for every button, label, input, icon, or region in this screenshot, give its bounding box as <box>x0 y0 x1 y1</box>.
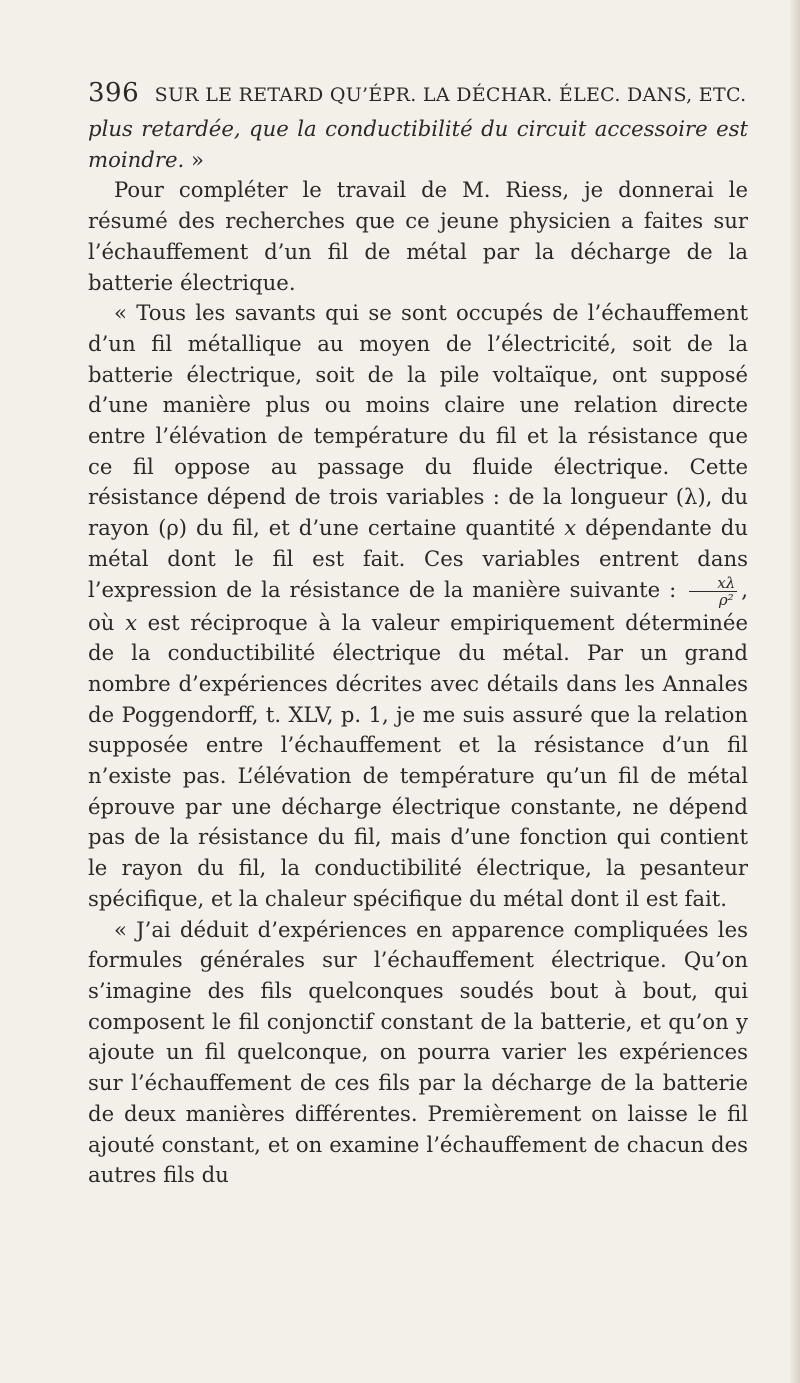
book-page <box>88 78 748 1191</box>
paragraph-3-part-a: « Tous les savants qui se sont occupés de l’échauffement d’un fil métallique au moyen de l’électricité, soit de la batterie électrique, soit de la pile voltaïque, ont supposé d’une manière plus ou moins claire une relation directe entre l’élévation de température du fil et la résistance que ce fil oppose au passage du fluide électrique. Cette résistance dépend de trois variables : de la longueur (λ), du rayon (ρ) du fil, et d’une certaine quantité <box>88 300 748 541</box>
paragraph-1 <box>88 114 748 175</box>
page-edge-shadow <box>790 0 800 1383</box>
variable-x: x <box>564 515 577 541</box>
variable-x-2: x <box>125 609 138 635</box>
paragraph-3-part-b: dépendante du métal dont le fil est fait. Ces variables entrent dans l’expression de la résistance de la manière suivante : <box>88 515 748 602</box>
paragraph-4: « J’ai déduit d’expériences en apparence compliquées les formules générales sur l’échauffement électrique. Qu’on s’imagine des fils quelconques soudés bout à bout, qui composent le fil conjonctif constant de la batterie, et qu’on y ajoute un fil quelconque, on pourra varier les expériences sur l’échauffement de ces fils par la décharge de la batterie de deux manières différentes. Premièrement on laisse le fil ajouté constant, et on examine l’échauffement de chacun des autres fils du <box>88 916 748 1188</box>
running-title: SUR LE RETARD QU’ÉPR. LA DÉCHAR. ÉLEC. DANS, ETC. <box>154 84 747 106</box>
paragraph-3-part-d: est réciproque à la valeur empiriquement déterminée de la conductibilité électrique du métal. Par un grand nombre d’expériences décrites avec détails dans les Annales de Poggendorff, t. XLV, p. 1, je me suis assuré que la relation supposée entre l’échauffement et la résistance d’un fil n’existe pas. L’élévation de température qu’un fil de métal éprouve par une décharge électrique constante, ne dépend pas de la résistance du fil, mais d’une fonction qui contient le rayon du fil, la conductibilité électrique, la pesanteur spécifique, et la chaleur spécifique du métal dont il est fait. <box>88 609 749 911</box>
formula-numerator: xλ <box>689 575 737 592</box>
body-text <box>88 114 748 1191</box>
paragraph-3 <box>88 298 748 914</box>
running-header <box>88 78 748 108</box>
page-number: 396 <box>88 78 140 108</box>
paragraph-3-part-c: , où <box>88 576 748 635</box>
paragraph-2: Pour compléter le travail de M. Riess, je donnerai le résumé des recherches que ce jeune physicien a faites sur l’échauffement d’un fil de métal par la décharge de la batterie électrique. <box>88 177 748 295</box>
formula-denominator: ρ² <box>718 590 734 609</box>
resistance-formula <box>689 575 737 608</box>
quote-end: » <box>184 146 204 172</box>
italic-quote: plus retardée, que la conductibilité du circuit accessoire est moindre. <box>88 116 748 172</box>
